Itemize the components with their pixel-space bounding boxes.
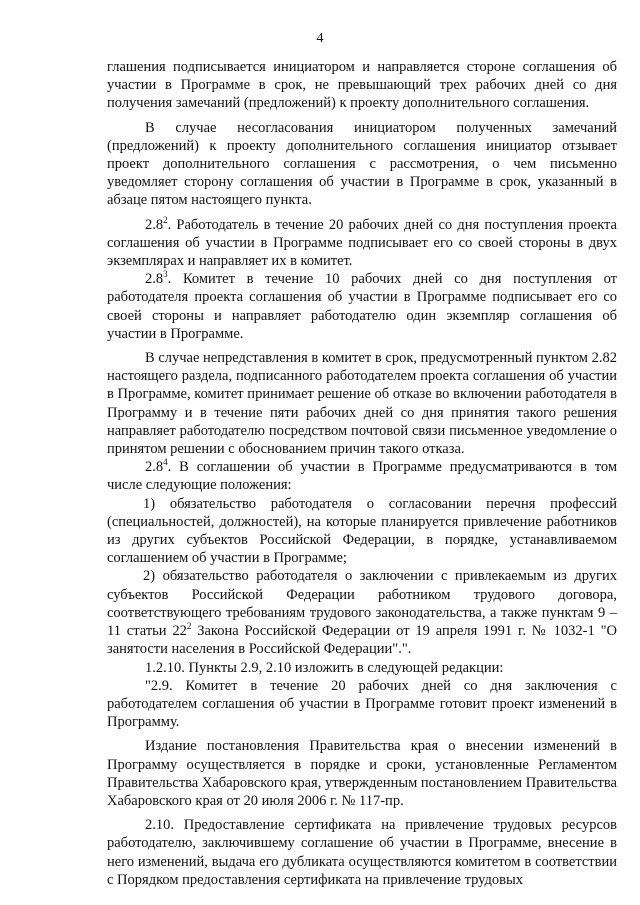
- paragraph-text: 2.10. Предоставление сертификата на привлечение трудовых ресурсов работодателю, заключившему соглашение об участии в Программе, внесение в него изменений, выдача его дубликата осуществляются комитетом в соответствии с Порядком предоставления сертификата на привлечение трудовых: [107, 817, 617, 888]
- superscript: 2: [186, 621, 192, 632]
- paragraph-4: [107, 270, 617, 343]
- paragraph-text: В случае непредставления в комитет в срок, предусмотренный пунктом 2.82 настоящего раздела, подписанного работодателем проекта соглашения об участии в Программе, комитет принимает решение об отказе во включении работодателя в Программу и в течение пяти рабочих дней со дня принятия такого решения направляет работодателю посредством почтовой связи письменное уведомление о принятом решении с обоснованием причин такого отказа.: [107, 350, 617, 458]
- paragraph-9: [107, 659, 617, 677]
- paragraph-text: 2.8: [145, 271, 164, 288]
- paragraph-7: [107, 495, 617, 568]
- paragraph-text: глашения подписывается инициатором и направляется стороне соглашения об участии в Программе в срок, не превышающий трех рабочих дней со дня получения замечаний (предложений) к проекту дополнительного соглашения.: [107, 59, 617, 112]
- paragraph-text: . Комитет в течение 10 рабочих дней со дня поступления от работодателя проекта соглашения об участии в Программе подписывает его со своей стороны и направляет работодателю один экземпляр соглашения об участии в Программе.: [107, 271, 617, 342]
- paragraph-text: . Работодатель в течение 20 рабочих дней со дня поступления проекта соглашения об участии в Программе подписывает его со своей стороны в двух экземплярах и направляет их в комитет.: [107, 216, 617, 270]
- document-body: [107, 58, 617, 889]
- paragraph-text: 2) обязательство работодателя о заключении с привлекаемым из других субъектов Российской Федерации работником трудового договора, соответствующего требованиям трудового законодательства, а также пунктам 9 – 11 статьи 22: [107, 568, 617, 640]
- paragraph-2: [107, 119, 617, 210]
- paragraph-8: [107, 567, 617, 658]
- paragraph-text: 2.8: [145, 216, 164, 233]
- paragraph-3: [107, 216, 617, 271]
- paragraph-text: Издание постановления Правительства края о внесении изменений в Программу осуществляется в порядке и сроки, установленные Регламентом Правительства Хабаровского края, утвержденным постановлением Правительства Хабаровского края от 20 июля 2006 г. № 117-пр.: [107, 738, 617, 809]
- paragraph-10: [107, 677, 617, 732]
- superscript: 2: [163, 214, 168, 225]
- paragraph-text: . В соглашении об участии в Программе предусматриваются в том числе следующие положения:: [107, 459, 617, 494]
- paragraph-text: "2.9. Комитет в течение 20 рабочих дней со дня заключения с работодателем соглашения об участии в Программе готовит проект изменений в Программу.: [107, 677, 617, 731]
- paragraph-text: В случае несогласования инициатором полученных замечаний (предложений) к проекту дополнительного соглашения инициатор отзывает проект дополнительного соглашения с рассмотрения, о чем письменно уведомляет сторону соглашения об участии в Программе в срок, указанный в абзаце пятом настоящего пункта.: [107, 119, 617, 209]
- page-number: 4: [316, 31, 324, 46]
- paragraph-text: 1) обязательство работодателя о согласовании перечня профессий (специальностей, должностей), на которые планируется привлечение работников из других субъектов Российской Федерации, в порядке, устанавливаемом соглашением об участии в Программе;: [107, 495, 617, 567]
- paragraph-1: [107, 58, 617, 113]
- paragraph-text: 2.8: [145, 459, 164, 476]
- superscript: 3: [163, 269, 168, 280]
- paragraph-11: [107, 737, 617, 810]
- paragraph-5: [107, 349, 617, 458]
- paragraph-6: [107, 458, 617, 494]
- paragraph-text: Закона Российской Федерации от 19 апреля 1991 г. № 1032-1 "О занятости населения в Российской Федерации".".: [107, 623, 617, 658]
- superscript: 4: [163, 457, 168, 468]
- paragraph-12: [107, 816, 617, 889]
- paragraph-text: 1.2.10. Пункты 2.9, 2.10 изложить в следующей редакции:: [145, 659, 504, 676]
